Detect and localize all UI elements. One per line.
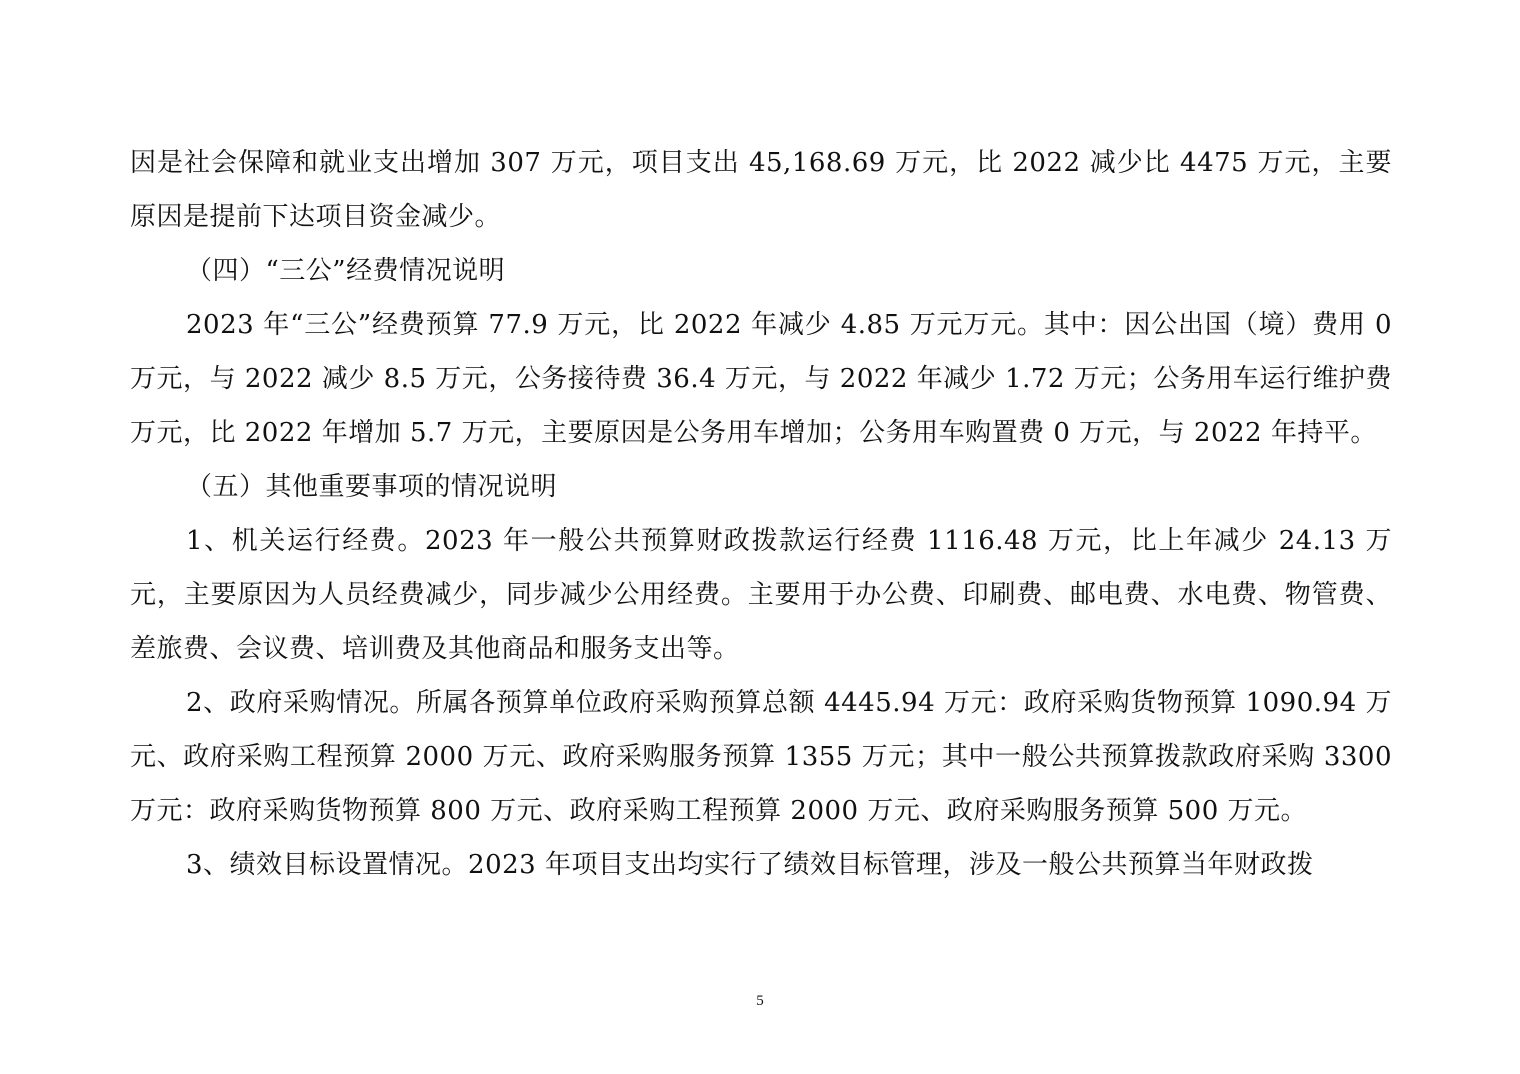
paragraph-three-public-expenses: 2023 年“三公”经费预算 77.9 万元，比 2022 年减少 4.85 万元万元。其中：因公出国（境）费用 0 万元，与 2022 减少 8.5 万元，公务接待费 36.4 万元，与 2022 年减少 1.72 万元；公务用车运行维护费万元，比 2022 年增加 5.7 万元，主要原因是公务用车增加；公务用车购置费 0 万元，与 2022 年持平。 <box>130 310 1392 448</box>
paragraph-procurement: 2、政府采购情况。所属各预算单位政府采购预算总额 4445.94 万元：政府采购货物预算 1090.94 万元、政府采购工程预算 2000 万元、政府采购服务预算 1355 万元；其中一般公共预算拨款政府采购 3300 万元：政府采购货物预算 800 万元、政府采购工程预算 2000 万元、政府采购服务预算 500 万元。 <box>130 688 1392 826</box>
body-text <box>130 136 1392 892</box>
paragraph-continued: 因是社会保障和就业支出增加 307 万元，项目支出 45,168.69 万元，比 2022 减少比 4475 万元，主要原因是提前下达项目资金减少。 <box>130 148 1392 232</box>
section-heading-four: （四）“三公”经费情况说明 <box>186 256 506 286</box>
paragraph-operating-funds: 1、机关运行经费。2023 年一般公共预算财政拨款运行经费 1116.48 万元，比上年减少 24.13 万元，主要原因为人员经费减少，同步减少公用经费。主要用于办公费、印刷费、邮电费、水电费、物管费、差旅费、会议费、培训费及其他商品和服务支出等。 <box>130 526 1392 664</box>
paragraph-performance-goals: 3、绩效目标设置情况。2023 年项目支出均实行了绩效目标管理，涉及一般公共预算当年财政拨 <box>186 850 1314 880</box>
page-number: 5 <box>756 993 764 1009</box>
section-heading-five: （五）其他重要事项的情况说明 <box>186 472 558 502</box>
